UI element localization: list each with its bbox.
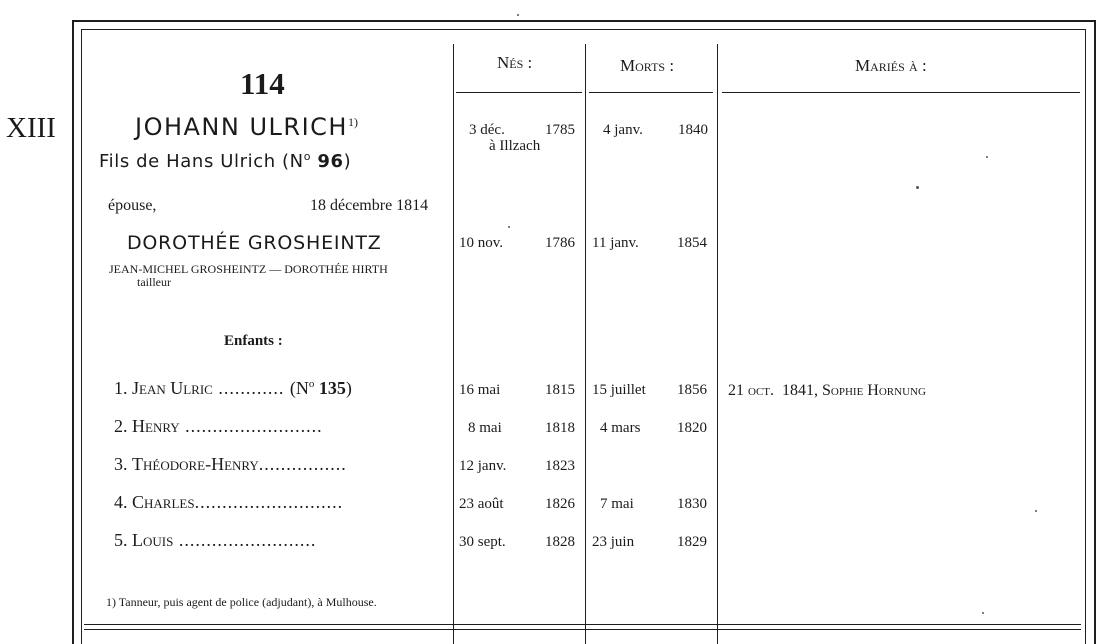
- child-born-year: 1818: [545, 420, 575, 436]
- entry-name: [135, 113, 358, 141]
- header-born: Nés :: [497, 53, 533, 72]
- spouse-death-date: 11 janv.: [592, 235, 639, 251]
- spouse-birth-year: 1786: [545, 235, 575, 251]
- child-ref-number: 135: [318, 378, 346, 398]
- entry-birth-place: à Illzach: [489, 138, 541, 154]
- scan-speck: [508, 226, 510, 228]
- child-born-date: 16 mai: [459, 382, 501, 398]
- child-born-date: 8 mai: [468, 420, 502, 436]
- child-index: 1.: [114, 378, 128, 398]
- scan-speck: [517, 14, 519, 16]
- child-name: Charles: [132, 492, 195, 512]
- header-married: Mariés à :: [855, 56, 927, 75]
- child-leader-dots: ............: [212, 378, 290, 398]
- child-born-date: 30 sept.: [459, 534, 506, 550]
- child-died-date: 7 mai: [600, 496, 634, 512]
- entry-name-text: JOHANN ULRICH: [135, 113, 348, 141]
- header-died: Morts :: [620, 56, 675, 75]
- generation-numeral: XIII: [6, 112, 56, 144]
- child-ref-sup: o: [308, 378, 315, 390]
- outer-frame-left: [72, 20, 74, 644]
- child-born-year: 1823: [545, 458, 575, 474]
- inner-frame-right: [1085, 29, 1086, 644]
- child-born-year: 1815: [545, 382, 575, 398]
- column-divider-3: [717, 44, 718, 644]
- marriage-label: épouse,: [108, 197, 157, 214]
- header-underline-died: [589, 92, 713, 93]
- column-divider-1: [453, 44, 454, 644]
- footnote: 1) Tanneur, puis agent de police (adjudant), à Mulhouse.: [106, 595, 377, 609]
- child-index: 5.: [114, 530, 128, 550]
- child-died-year: 1820: [677, 420, 707, 436]
- spouse-parents: JEAN-MICHEL GROSHEINTZ — DOROTHÉE HIRTH: [109, 262, 388, 276]
- child-died-year: 1830: [677, 496, 707, 512]
- child-name: Jean Ulric: [132, 378, 213, 398]
- child-index: 3.: [114, 454, 128, 474]
- child-born-year: 1826: [545, 496, 575, 512]
- child-name: Henry: [132, 416, 180, 436]
- child-born-year: 1828: [545, 534, 575, 550]
- list-item: [114, 530, 316, 551]
- child-died-date: 4 mars: [600, 420, 641, 436]
- spouse-death-year: 1854: [677, 235, 707, 251]
- column-divider-2: [585, 44, 586, 644]
- header-underline-born: [456, 92, 582, 93]
- entry-parent-number: 96: [317, 151, 344, 172]
- child-leader-dots: ................: [258, 454, 347, 474]
- child-died-year: 1829: [677, 534, 707, 550]
- list-item: [114, 492, 343, 513]
- child-name: Louis: [132, 530, 174, 550]
- list-item: [114, 378, 352, 399]
- child-born-date: 23 août: [459, 496, 504, 512]
- list-item: [114, 454, 347, 475]
- scan-speck: [986, 156, 988, 158]
- child-died-date: 15 juillet: [592, 382, 646, 398]
- spouse-birth-date: 10 nov.: [459, 235, 504, 251]
- child-name: Théodore-Henry: [132, 454, 259, 474]
- inner-frame-left: [81, 29, 82, 644]
- scan-speck: [982, 612, 984, 614]
- entry-birth-year: 1785: [545, 122, 575, 138]
- child-died-year: 1856: [677, 382, 707, 398]
- child-ref-close: ): [345, 378, 352, 398]
- inner-frame-top: [81, 29, 1086, 30]
- marriage-date: 18 décembre 1814: [310, 197, 429, 214]
- child-leader-dots: .........................: [179, 416, 323, 436]
- child-died-date: 23 juin: [592, 534, 635, 550]
- scan-speck: [1035, 510, 1037, 512]
- child-leader-dots: .........................: [173, 530, 317, 550]
- entry-parent-line: [99, 150, 351, 172]
- outer-frame-top: [72, 20, 1096, 22]
- entry-parent-sup: o: [303, 150, 312, 163]
- header-underline-married: [722, 92, 1080, 93]
- spouse-father-occupation: tailleur: [137, 275, 171, 289]
- bottom-rule-1: [84, 624, 1081, 625]
- child-leader-dots: ...........................: [194, 492, 344, 512]
- entry-footnote-ref: 1): [347, 115, 358, 129]
- list-item: [114, 416, 323, 437]
- scan-speck: [916, 186, 919, 189]
- child-born-date: 12 janv.: [459, 458, 507, 474]
- child-index: 4.: [114, 492, 128, 512]
- entry-birth-date: 3 déc.: [469, 122, 505, 138]
- child-ref-prefix: (N: [289, 378, 309, 398]
- entry-death-year: 1840: [678, 122, 708, 138]
- spouse-name: DOROTHÉE GROSHEINTZ: [127, 232, 382, 254]
- entry-parent-text: Fils de Hans Ulrich (N: [99, 151, 304, 172]
- entry-number: 114: [240, 66, 285, 101]
- bottom-rule-2: [84, 629, 1081, 630]
- outer-frame-right: [1094, 20, 1096, 644]
- child-married: 21 oct. 1841, Sophie Hornung: [728, 382, 926, 399]
- child-index: 2.: [114, 416, 128, 436]
- entry-death-date: 4 janv.: [603, 122, 643, 138]
- children-title: Enfants :: [224, 333, 283, 349]
- entry-parent-close: ): [343, 151, 352, 172]
